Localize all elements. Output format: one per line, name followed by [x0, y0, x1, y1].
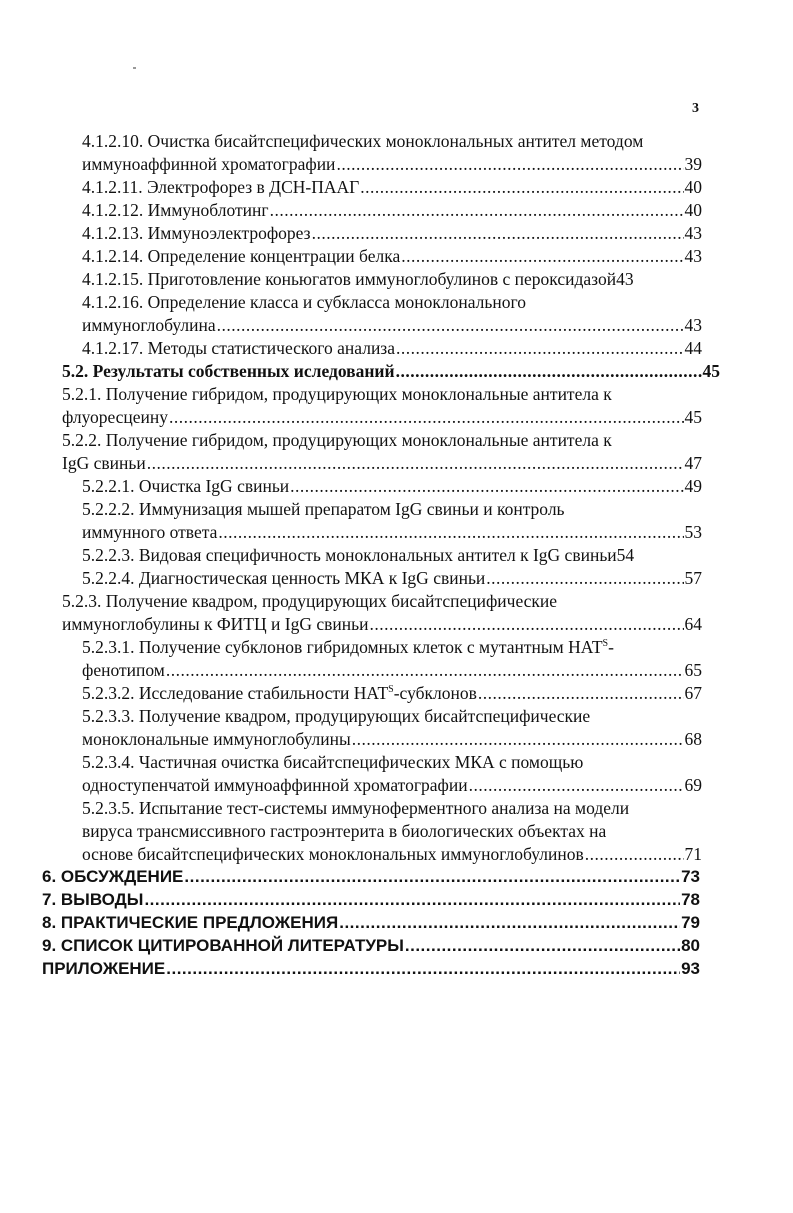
- toc-entry-text: 5.2.3.4. Частичная очистка бисайтспецифических МКА с помощью: [82, 752, 584, 772]
- toc-entry-text: 5.2.3. Получение квадром, продуцирующих бисайтспецифические: [62, 591, 558, 611]
- toc-entry: IgG свиньи ..... 47: [62, 453, 702, 475]
- toc-entry-text: 5.2.3.3. Получение квадром, продуцирующих бисайтспецифические: [82, 706, 591, 726]
- toc-entry: 5.2.3.2. Исследование стабильности $НАТ^S$-субклонов ..... 67: [82, 683, 702, 705]
- toc-entry-text: 4.1.2.16. Определение класса и субкласса моноклонального: [82, 292, 526, 312]
- scan-speck: [133, 67, 136, 69]
- toc-entry: фенотипом ..... 65: [82, 660, 702, 682]
- toc-chapter-entry: 9. СПИСОК ЦИТИРОВАННОЙ ЛИТЕРАТУРЫ ..... 80: [42, 936, 700, 958]
- toc-entry: иммуноаффинной хроматографии ..... 39: [82, 154, 702, 176]
- toc-entry: 4.1.2.15. Приготовление коньюгатов иммуноглобулинов с пероксидазой 43: [82, 269, 634, 289]
- toc-entry-text: 4.1.2.10. Очистка бисайтспецифических моноклональных антител методом: [82, 131, 644, 151]
- toc-entry: 4.1.2.11. Электрофорез в ДСН-ПААГ ..... 40: [82, 177, 702, 199]
- page-number: 3: [692, 101, 699, 116]
- toc-chapter-entry: 8. ПРАКТИЧЕСКИЕ ПРЕДЛОЖЕНИЯ ..... 79: [42, 913, 700, 935]
- toc-chapter-entry: 6. ОБСУЖДЕНИЕ ..... 73: [42, 867, 700, 889]
- toc-entry: моноклональные иммуноглобулины ..... 68: [82, 729, 702, 751]
- toc-entry-text: 5.2.1. Получение гибридом, продуцирующих моноклональные антитела к: [62, 384, 612, 404]
- toc-entry: 4.1.2.14. Определение концентрации белка ..... 43: [82, 246, 702, 268]
- toc-entry: 5.2.2.1. Очистка IgG свиньи ..... 49: [82, 476, 702, 498]
- toc-entry-text: 5.2.3.1. Получение субклонов гибридомных клеток с мутантным $НАТ^S-$: [82, 637, 614, 657]
- toc-chapter-entry: 7. ВЫВОДЫ ..... 78: [42, 890, 700, 912]
- toc-section-entry: 5.2. Результаты собственных иследований ..... 45: [62, 361, 720, 383]
- toc-entry: 5.2.2.4. Диагностическая ценность МКА к IgG свиньи ..... 57: [82, 568, 702, 590]
- toc-entry: 4.1.2.13. Иммуноэлектрофорез ..... 43: [82, 223, 702, 245]
- toc-entry: 4.1.2.17. Методы статистического анализа ..... 44: [82, 338, 702, 360]
- toc-entry: иммунного ответа ..... 53: [82, 522, 702, 544]
- toc-entry: иммуноглобулина ..... 43: [82, 315, 702, 337]
- toc-entry: иммуноглобулины к ФИТЦ и IgG свиньи ..... 64: [62, 614, 702, 636]
- toc-entry-text: 5.2.2. Получение гибридом, продуцирующих моноклональные антитела к: [62, 430, 612, 450]
- toc-entry-text: 5.2.3.5. Испытание тест-системы иммуноферментного анализа на модели: [82, 798, 630, 818]
- toc-entry-text: 5.2.2.2. Иммунизация мышей препаратом IgG свиньи и контроль: [82, 499, 565, 519]
- toc-entry: основе бисайтспецифических моноклональных иммуноглобулинов ..... 71: [82, 844, 702, 866]
- toc-entry: 4.1.2.12. Иммуноблотинг ..... 40: [82, 200, 702, 222]
- toc-entry-text: вируса трансмиссивного гастроэнтерита в биологических объектах на: [82, 821, 607, 841]
- toc-entry: флуоресцеину ..... 45: [62, 407, 702, 429]
- toc-entry: одноступенчатой иммуноаффинной хроматографии ..... 69: [82, 775, 702, 797]
- toc-entry: 5.2.2.3. Видовая специфичность моноклональных антител к IgG свиньи 54: [82, 545, 635, 565]
- toc-chapter-entry: ПРИЛОЖЕНИЕ ..... 93: [42, 959, 700, 981]
